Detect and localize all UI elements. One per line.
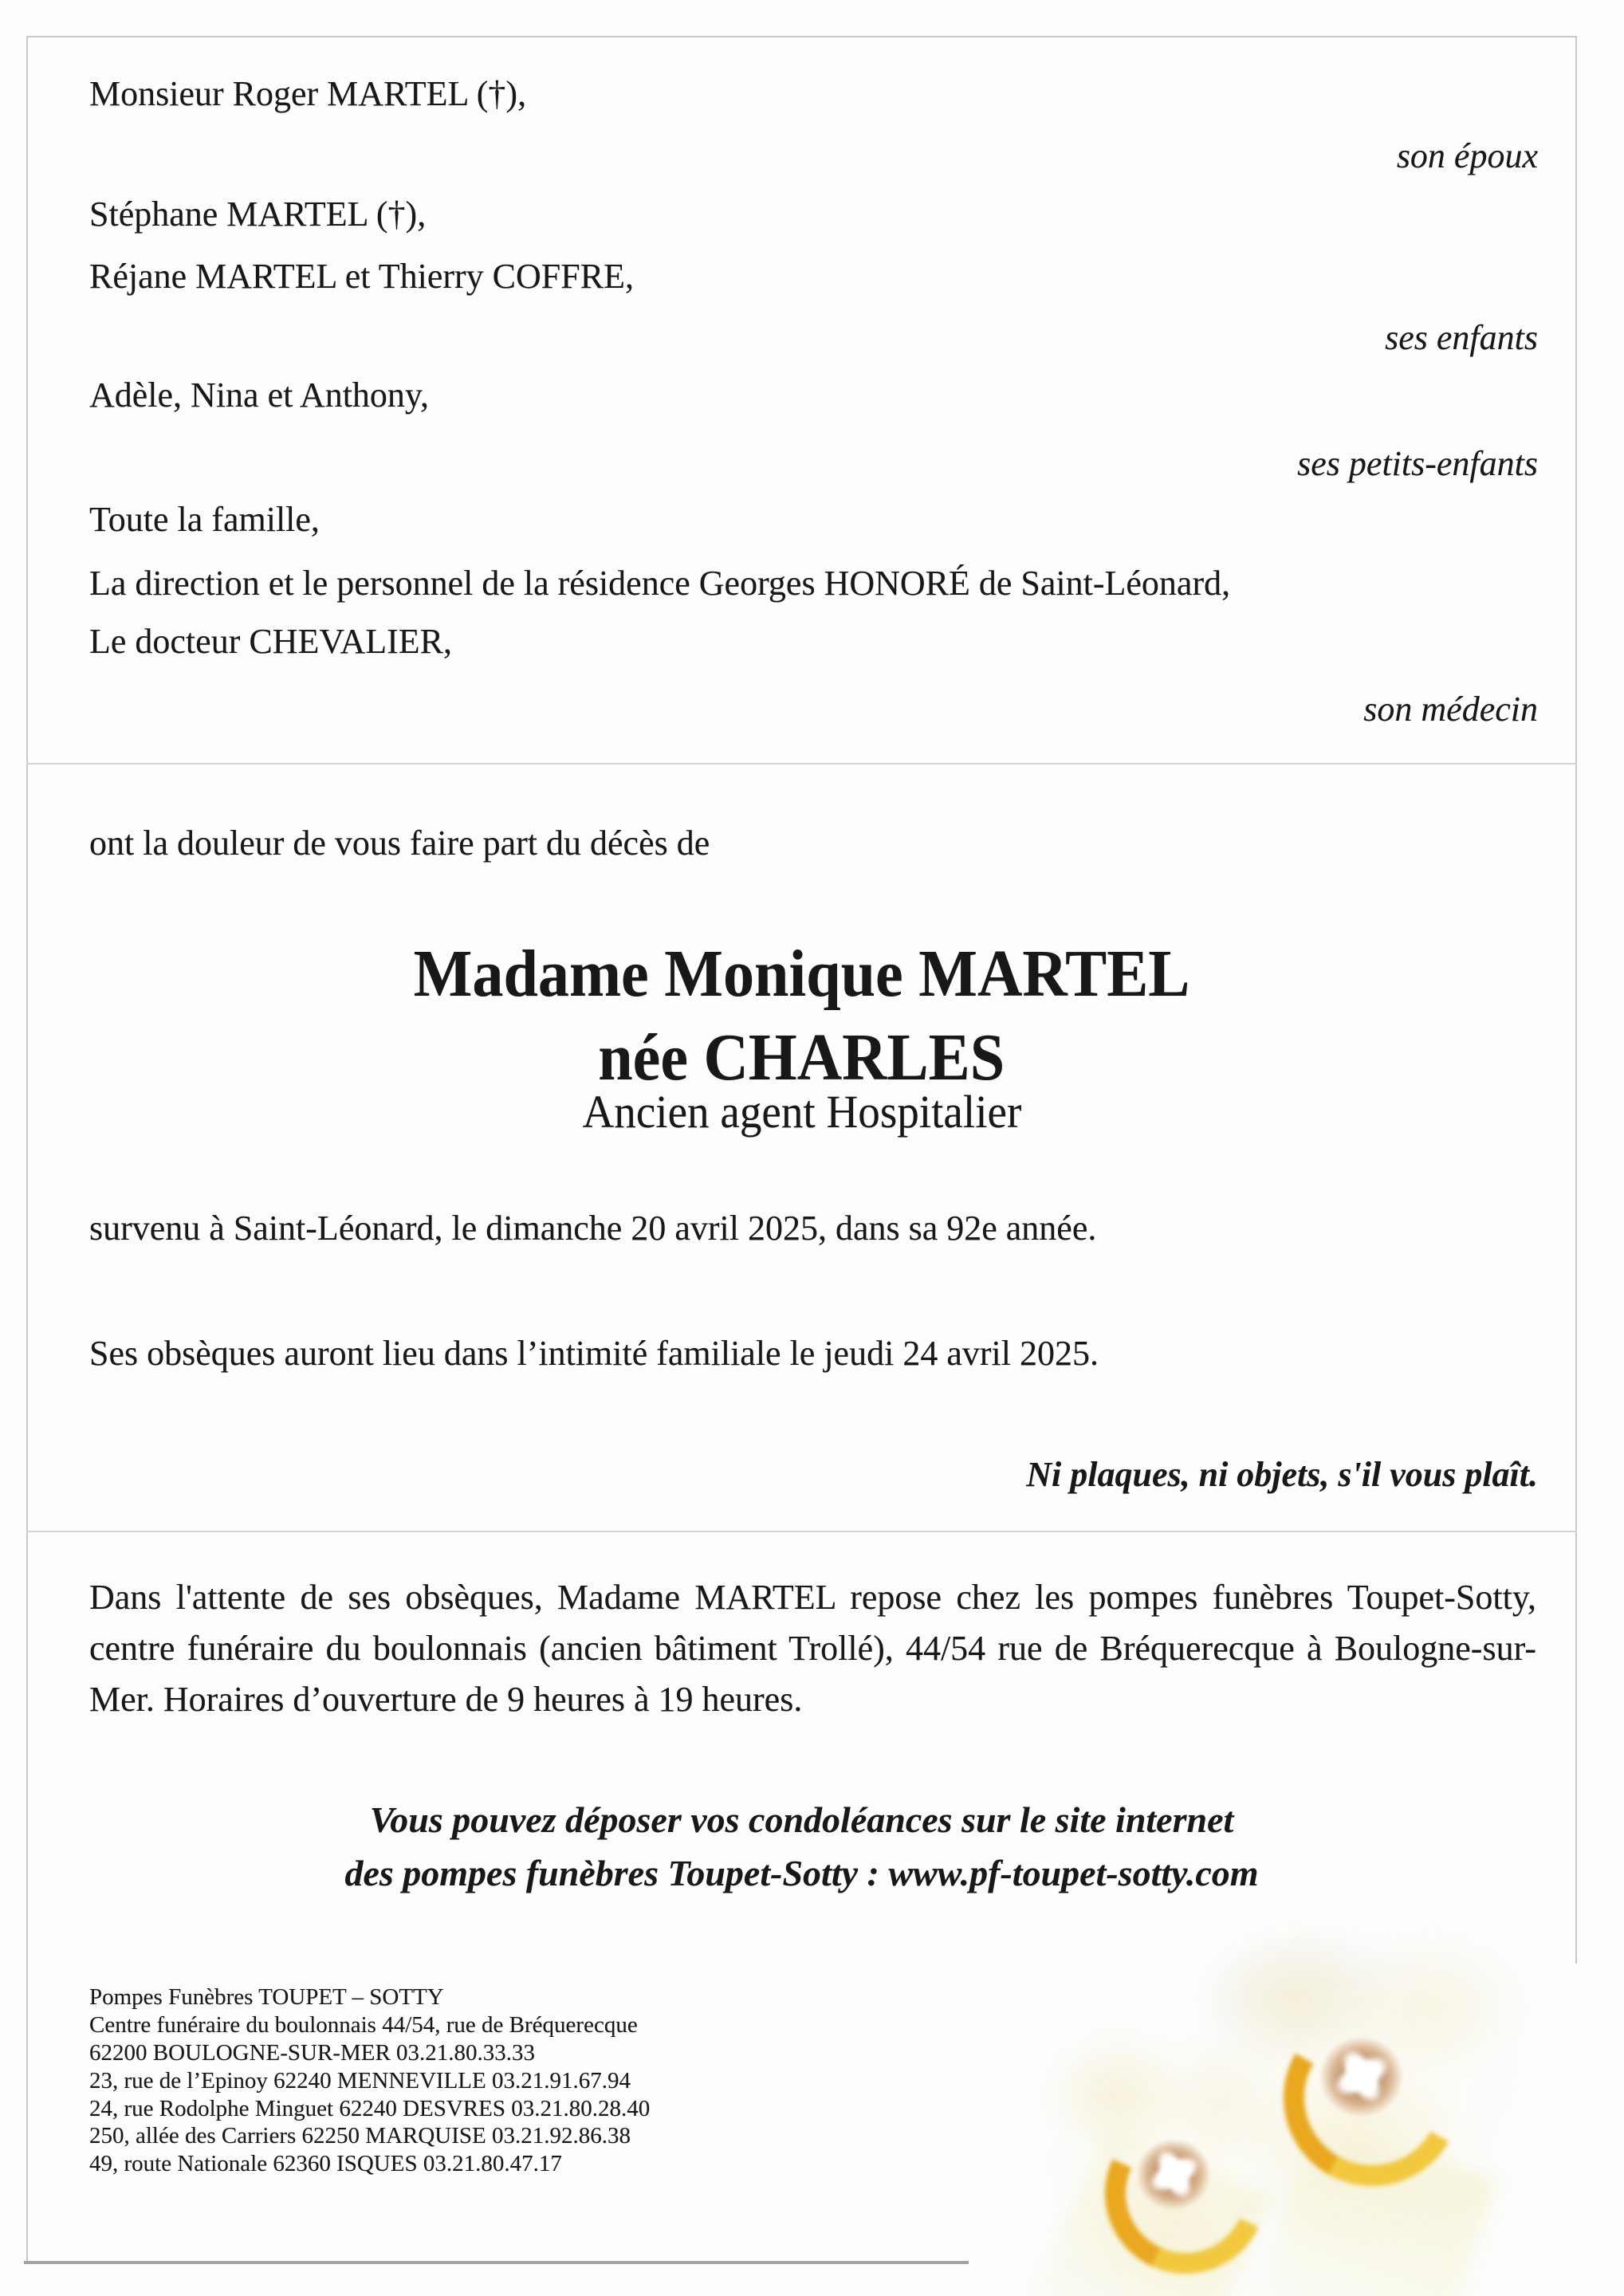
repose-paragraph: Dans l'attente de ses obsèques, Madame MARTEL repose chez les pompes funèbres Toupet-Sotty, centre funéraire du boulonnais (ancien bâtiment Trollé), 44/54 rue de Bréquerecque à Boulogne-sur-Mer. Horaires d’ouverture de 9 heures à 19 heures. [89,1578,1536,1720]
footer-address-line: 250, allée des Carriers 62250 MARQUISE 03.21.92.86.38 [89,2123,631,2149]
residence-line: La direction et le personnel de la résidence Georges HONORÉ de Saint-Léonard, [89,564,1231,603]
orchid-flower-right [1196,1913,1531,2248]
profession-text: Ancien agent Hospitalier [582,1086,1021,1138]
grandchildren-line: Adèle, Nina et Anthony, [89,375,430,415]
frame-top-border [26,36,1577,37]
footer-address-line: 23, rue de l’Epinoy 62240 MENNEVILLE 03.21.91.67.94 [89,2067,631,2094]
child-line-2: Réjane MARTEL et Thierry COFFRE, [89,257,634,296]
profession-line [26,1086,1577,1138]
maiden-name-title [26,1020,1577,1095]
no-plaques-request: Ni plaques, ni objets, s'il vous plaît. [1026,1455,1538,1494]
whole-family-line: Toute la famille, [89,500,320,539]
grandchildren-relation-label: ses petits-enfants [1297,444,1538,483]
husband-relation-label: son époux [1396,136,1538,175]
footer-address-line: Centre funéraire du boulonnais 44/54, rue de Bréquerecque [89,2011,638,2038]
doctor-relation-label: son médecin [1363,690,1538,729]
condolences-line-2: des pompes funèbres Toupet-Sotty : www.pf-toupet-sotty.com [344,1852,1259,1893]
frame-left-border [26,36,28,2264]
deceased-name-title [26,937,1577,1011]
funeral-home-footer [89,1985,650,2180]
death-info-line: survenu à Saint-Léonard, le dimanche 20 avril 2025, dans sa 92e année. [89,1209,1097,1248]
footer-address-line: 62200 BOULOGNE-SUR-MER 03.21.80.33.33 [89,2039,536,2066]
deceased-name-text: Madame Monique MARTEL [413,937,1190,1011]
maiden-name-text: née CHARLES [598,1020,1005,1095]
funeral-info-line: Ses obsèques auront lieu dans l’intimité familiale le jeudi 24 avril 2025. [89,1334,1099,1373]
children-relation-label: ses enfants [1385,318,1538,357]
condolences-line-1: Vous pouvez déposer vos condoléances sur le site internet [369,1799,1234,1840]
doctor-line: Le docteur CHEVALIER, [89,622,452,661]
section-divider-2 [26,1531,1577,1532]
section-divider-1 [26,763,1577,765]
funeral-home-name: Pompes Funèbres TOUPET – SOTTY [89,1984,444,2010]
child-line-1: Stéphane MARTEL (†), [89,195,427,234]
condolences-block [26,1794,1577,1900]
husband-line: Monsieur Roger MARTEL (†), [89,74,527,113]
footer-address-line: 24, rue Rodolphe Minguet 62240 DESVRES 03.21.80.28.40 [89,2095,651,2121]
footer-rule [24,2261,969,2264]
announcement-intro: ont la douleur de vous faire part du décès de [89,824,710,863]
footer-address-line: 49, route Nationale 62360 ISQUES 03.21.80.47.17 [89,2151,562,2177]
